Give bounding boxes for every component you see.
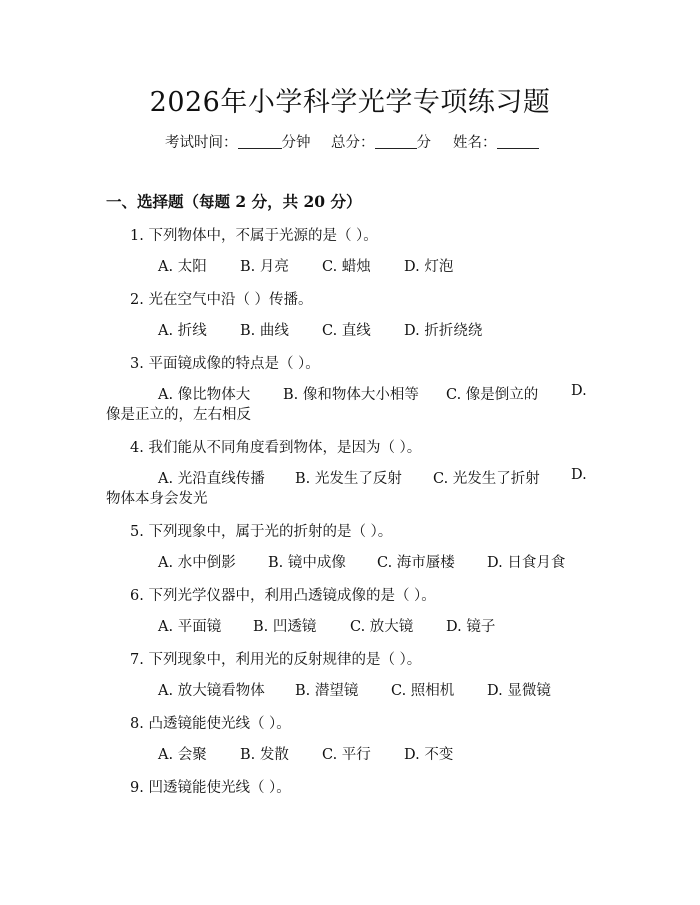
question-5-option-b: B. 镜中成像 bbox=[268, 555, 346, 571]
question-8-option-d: D. 不变 bbox=[404, 747, 454, 763]
question-4-option-c: C. 光发生了折射 bbox=[433, 471, 540, 487]
question-7-option-b: B. 潜望镜 bbox=[295, 683, 359, 699]
exam-time-field bbox=[165, 131, 311, 152]
question-6-option-c: C. 放大镜 bbox=[350, 619, 414, 635]
question-2-option-c: C. 直线 bbox=[322, 323, 371, 339]
question-5-option-a: A. 水中倒影 bbox=[158, 555, 236, 571]
exam-time-blank bbox=[238, 134, 282, 149]
page-title: 2026年小学科学光学专项练习题 bbox=[149, 87, 551, 118]
question-5-option-c: C. 海市蜃楼 bbox=[377, 555, 455, 571]
exam-time-unit: 分钟 bbox=[281, 135, 311, 151]
question-1-stem: 1. 下列物体中，不属于光源的是（ ）。 bbox=[130, 228, 378, 244]
question-7-option-d: D. 显微镜 bbox=[487, 683, 551, 699]
question-8-option-a: A. 会聚 bbox=[158, 747, 207, 763]
question-4-option-b: B. 光发生了反射 bbox=[295, 471, 402, 487]
question-7-option-a: A. 放大镜看物体 bbox=[158, 683, 265, 699]
question-5-stem: 5. 下列现象中，属于光的折射的是（ ）。 bbox=[130, 524, 393, 540]
exam-time-label: 考试时间： bbox=[165, 135, 238, 151]
question-3-option-a: A. 像比物体大 bbox=[158, 387, 251, 403]
total-score-label: 总分： bbox=[331, 135, 375, 151]
question-1-option-d: D. 灯泡 bbox=[404, 259, 454, 275]
section-title: 一、选择题（每题 2 分，共 20 分） bbox=[106, 192, 362, 211]
question-7-option-c: C. 照相机 bbox=[391, 683, 455, 699]
student-name-label: 姓名： bbox=[453, 135, 497, 151]
student-name-field bbox=[453, 131, 539, 152]
student-name-blank bbox=[497, 134, 539, 149]
question-6-option-d: D. 镜子 bbox=[446, 619, 496, 635]
question-2-option-a: A. 折线 bbox=[158, 323, 207, 339]
total-score-blank bbox=[375, 134, 417, 149]
question-3-option-d: D. bbox=[571, 383, 587, 399]
question-1-option-a: A. 太阳 bbox=[158, 259, 207, 275]
question-4-option-d: D. bbox=[571, 467, 587, 483]
question-5-option-d: D. 日食月食 bbox=[487, 555, 566, 571]
question-6-stem: 6. 下列光学仪器中，利用凸透镜成像的是（ ）。 bbox=[130, 588, 436, 604]
question-2-stem: 2. 光在空气中沿（ ）传播。 bbox=[130, 292, 313, 308]
question-3-stem: 3. 平面镜成像的特点是（ ）。 bbox=[130, 356, 320, 372]
question-8-option-c: C. 平行 bbox=[322, 747, 371, 763]
question-4-option-a: A. 光沿直线传播 bbox=[158, 471, 265, 487]
total-score-unit: 分 bbox=[416, 135, 431, 151]
question-9-stem: 9. 凹透镜能使光线（ ）。 bbox=[130, 780, 291, 796]
question-1-option-c: C. 蜡烛 bbox=[322, 259, 371, 275]
question-2-option-b: B. 曲线 bbox=[240, 323, 289, 339]
question-8-stem: 8. 凸透镜能使光线（ ）。 bbox=[130, 716, 291, 732]
question-8-option-b: B. 发散 bbox=[240, 747, 289, 763]
question-4-stem: 4. 我们能从不同角度看到物体，是因为（ ）。 bbox=[130, 440, 422, 456]
question-3-option-b: B. 像和物体大小相等 bbox=[283, 387, 419, 403]
question-7-stem: 7. 下列现象中，利用光的反射规律的是（ ）。 bbox=[130, 652, 422, 668]
question-6-option-a: A. 平面镜 bbox=[158, 619, 222, 635]
question-6-option-b: B. 凹透镜 bbox=[253, 619, 317, 635]
total-score-field bbox=[331, 131, 431, 152]
question-3-option-c: C. 像是倒立的 bbox=[446, 387, 539, 403]
question-3-option-d-continuation: 像是正立的，左右相反 bbox=[106, 407, 251, 423]
question-4-option-d-continuation: 物体本身会发光 bbox=[106, 491, 208, 507]
question-1-option-b: B. 月亮 bbox=[240, 259, 289, 275]
question-2-option-d: D. 折折绕绕 bbox=[404, 323, 483, 339]
